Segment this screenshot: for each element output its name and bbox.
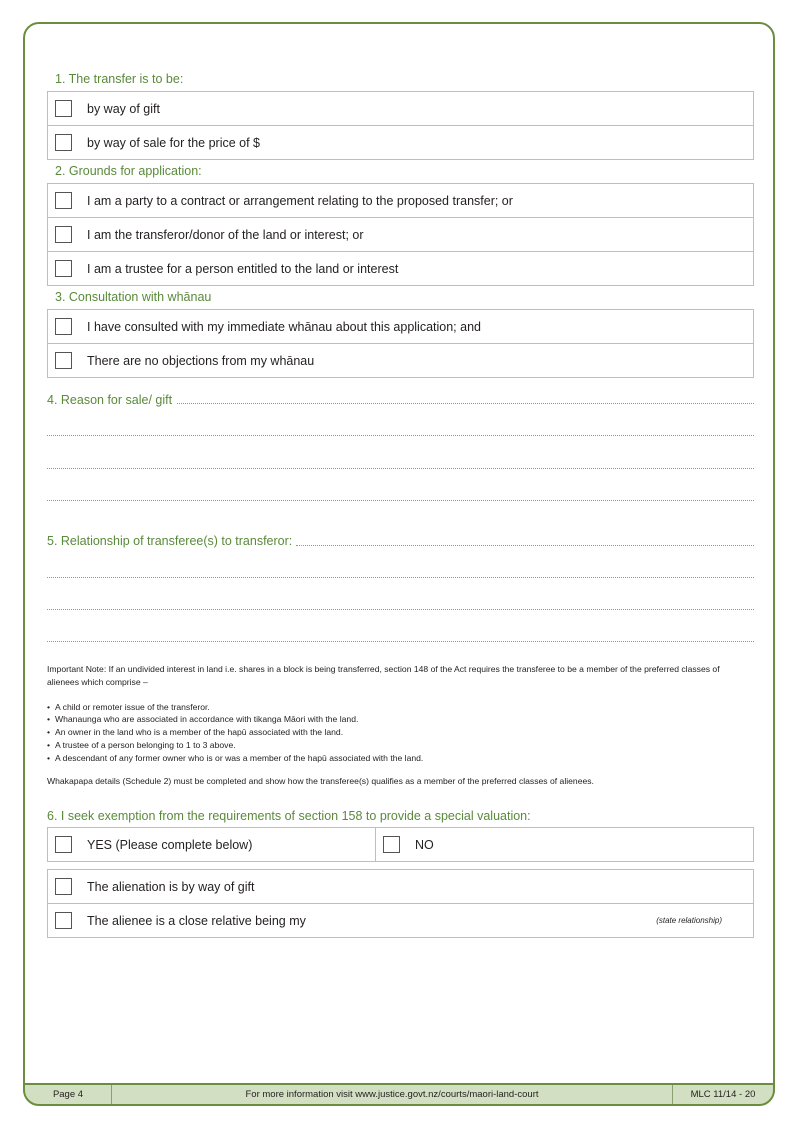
checkbox-consulted[interactable] xyxy=(55,318,72,335)
option-close-relative[interactable] xyxy=(48,904,753,937)
list-item: • A trustee of a person belonging to 1 to 3 above. xyxy=(47,739,747,752)
reason-input-line-3[interactable] xyxy=(47,468,754,469)
option-label: I am a party to a contract or arrangement relating to the proposed transfer; or xyxy=(87,193,513,208)
option-trustee[interactable] xyxy=(48,252,753,285)
checkbox-no-objections[interactable] xyxy=(55,352,72,369)
transfer-type-box xyxy=(47,91,754,160)
reason-input-line-4[interactable] xyxy=(47,500,754,501)
checkbox-alienation-gift[interactable] xyxy=(55,878,72,895)
option-alienation-gift[interactable] xyxy=(48,870,753,904)
option-no[interactable] xyxy=(376,828,434,861)
option-transferor-donor[interactable] xyxy=(48,218,753,252)
more-info-text: For more information visit www.justice.govt.nz/courts/maori-land-court xyxy=(112,1085,673,1104)
checkbox-transferor-donor[interactable] xyxy=(55,226,72,243)
consultation-box xyxy=(47,309,754,378)
relationship-input-line-1[interactable] xyxy=(296,545,754,546)
checkbox-gift[interactable] xyxy=(55,100,72,117)
state-relationship-hint: (state relationship) xyxy=(656,916,722,925)
section-2-title: 2. Grounds for application: xyxy=(55,164,202,178)
section-4-title: 4. Reason for sale/ gift xyxy=(47,393,173,407)
section-6-title: 6. I seek exemption from the requirements of section 158 to provide a special valuation: xyxy=(47,809,531,823)
option-label: I am the transferor/donor of the land or interest; or xyxy=(87,227,364,242)
relationship-input-line-2[interactable] xyxy=(47,577,754,578)
checkbox-sale[interactable] xyxy=(55,134,72,151)
no-label: NO xyxy=(415,837,434,852)
checkbox-trustee[interactable] xyxy=(55,260,72,277)
checkbox-yes[interactable] xyxy=(55,836,72,853)
form-code: MLC 11/14 - 20 xyxy=(690,1089,756,1100)
option-consulted[interactable] xyxy=(48,310,753,344)
relationship-input-line-4[interactable] xyxy=(47,641,754,642)
option-label: The alienation is by way of gift xyxy=(87,879,255,894)
list-item: • Whanaunga who are associated in accordance with tikanga Māori with the land. xyxy=(47,713,747,726)
option-label: There are no objections from my whānau xyxy=(87,353,315,368)
reason-input-line-2[interactable] xyxy=(47,435,754,436)
option-no-objections[interactable] xyxy=(48,344,753,377)
option-label: by way of gift xyxy=(87,101,160,116)
list-item: • A child or remoter issue of the transferor. xyxy=(47,701,747,714)
checkbox-close-relative[interactable] xyxy=(55,912,72,929)
option-gift[interactable] xyxy=(48,92,753,126)
yes-label: YES (Please complete below) xyxy=(87,837,253,852)
important-note xyxy=(47,663,747,787)
checkbox-no[interactable] xyxy=(383,836,400,853)
page-footer xyxy=(23,1083,775,1106)
reason-input-line-1[interactable] xyxy=(177,403,754,404)
whakapapa-note: Whakapapa details (Schedule 2) must be completed and show how the transferee(s) qualifies as a member of the preferred classes of alienees. xyxy=(47,775,594,786)
option-label: I have consulted with my immediate whānau about this application; and xyxy=(87,319,481,334)
list-item: • A descendant of any former owner who is or was a member of the hapū associated with the land. xyxy=(47,752,747,765)
exemption-yes-no-box xyxy=(47,827,754,862)
section-3-title: 3. Consultation with whānau xyxy=(55,290,212,304)
section-5-title: 5. Relationship of transferee(s) to transferor: xyxy=(47,534,293,548)
section-1-title: 1. The transfer is to be: xyxy=(55,72,184,86)
note-intro: Important Note: If an undivided interest in land i.e. shares in a block is being transferred, section 148 of the Act requires the transferee to be a member of the preferred classes of alienees which comprise – xyxy=(47,664,720,687)
preferred-classes-list xyxy=(47,701,747,765)
option-label: I am a trustee for a person entitled to the land or interest xyxy=(87,261,399,276)
option-yes[interactable] xyxy=(48,828,376,861)
checkbox-party-to-contract[interactable] xyxy=(55,192,72,209)
option-label: The alienee is a close relative being my xyxy=(87,913,306,928)
grounds-box xyxy=(47,183,754,286)
option-label: by way of sale for the price of $ xyxy=(87,135,261,150)
option-sale[interactable] xyxy=(48,126,753,159)
option-party-to-contract[interactable] xyxy=(48,184,753,218)
exemption-reason-box xyxy=(47,869,754,938)
page-number: Page 4 xyxy=(25,1085,112,1104)
list-item: • An owner in the land who is a member of the hapū associated with the land. xyxy=(47,726,747,739)
relationship-input-line-3[interactable] xyxy=(47,609,754,610)
